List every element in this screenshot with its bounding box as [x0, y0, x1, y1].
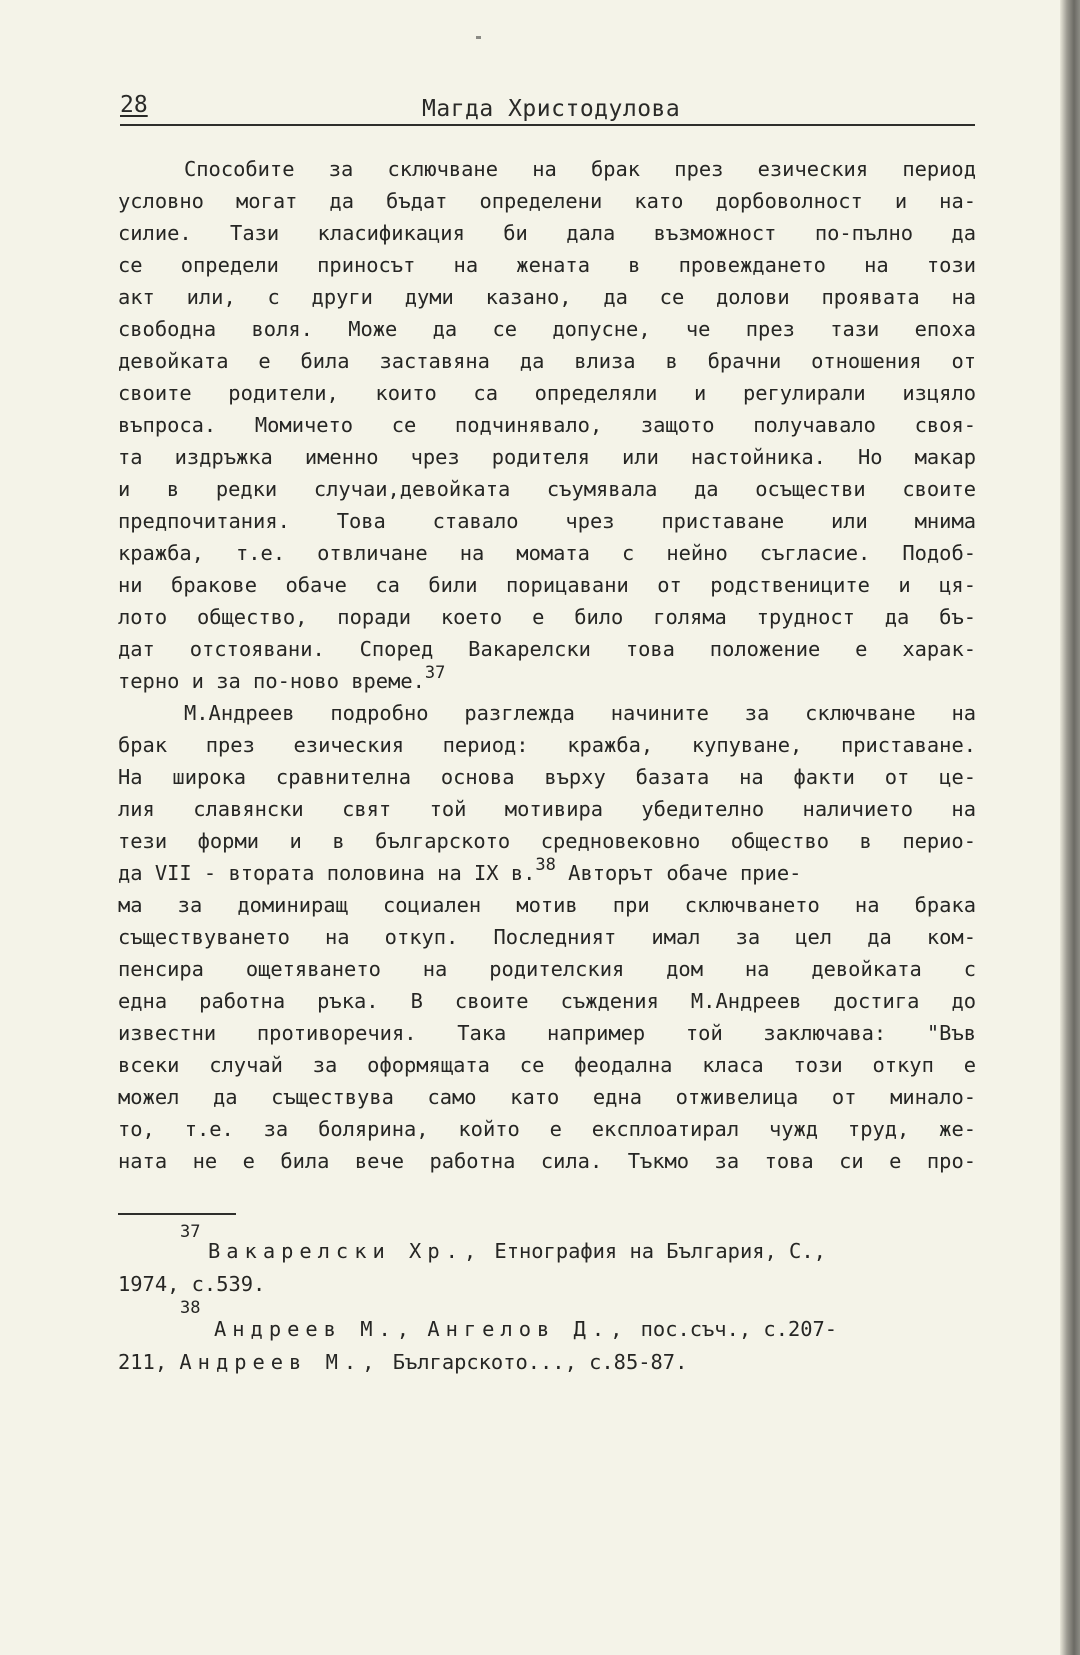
text-line-with-footnote [118, 665, 976, 697]
text-line: въпроса. Момичето се подчинявало, защото получавало своя- [118, 413, 976, 437]
footnote-separator [118, 1213, 236, 1215]
text-line: една работна ръка. В своите съждения М.Андреев достига до [118, 989, 976, 1013]
footnote-author: Ангелов Д., [427, 1317, 629, 1341]
text-line: дат отстоявани. Според Вакарелски това положение е харак- [118, 637, 976, 661]
text-line-segment: да VII - втората половина на IX в. [118, 861, 536, 885]
page-header [120, 92, 975, 122]
body-text [118, 153, 976, 1177]
header-rule [120, 124, 975, 126]
text-line: предпочитания. Това ставало чрез приставане или мнима [118, 509, 976, 533]
text-line-segment: терно и за по-ново време. [118, 669, 425, 693]
text-line: то, т.е. за болярина, който е експлоатирал чужд труд, же- [118, 1117, 976, 1141]
footnote-text: Етнография на България, С., [482, 1239, 826, 1263]
text-line: М.Андреев подробно разглежда начините за сключване на [184, 701, 976, 725]
text-line-segment: Авторът обаче прие- [555, 861, 802, 885]
scan-artifact-mark [476, 36, 481, 39]
text-line: свободна воля. Може да се допусне, че през тази епоха [118, 317, 976, 341]
text-line: та издръжка именно чрез родителя или настойника. Но макар [118, 445, 976, 469]
footnote-37-line-2: 1974, с.539. [118, 1272, 266, 1296]
footnote-author: Вакарелски Хр., [208, 1239, 483, 1263]
footnote-reference-38: 38 [535, 855, 556, 875]
text-line: можел да съществува само като една отживелица от минало- [118, 1085, 976, 1109]
text-line: лото общество, поради което е било голяма трудност да бъ- [118, 605, 976, 629]
footnote-text: 211, [118, 1350, 180, 1374]
text-line: лия славянски свят той мотивира убедително наличието на [118, 797, 976, 821]
text-line: пенсира ощетяването на родителския дом на девойката с [118, 957, 976, 981]
text-line: се определи приносът на жената в провеждането на този [118, 253, 976, 277]
footnote-38-line-1 [214, 1317, 837, 1341]
footnote-marker-37: 37 [180, 1222, 201, 1242]
text-line: На широка сравнителна основа върху базата на факти от це- [118, 765, 976, 789]
text-line: известни противоречия. Така например той заключава: "Във [118, 1021, 976, 1045]
text-line-with-footnote [118, 857, 976, 889]
text-line: съществуването на откуп. Последният имал за цел да ком- [118, 925, 976, 949]
text-line: всеки случай за оформящата се феодална класа този откуп е [118, 1053, 976, 1077]
text-line: условно могат да бъдат определени като дорбоволност и на- [118, 189, 976, 213]
running-title: Магда Христодулова [422, 96, 681, 122]
footnote-text: пос.съч., с.207- [628, 1317, 838, 1341]
text-line: ни бракове обаче са били порицавани от родствениците и ця- [118, 573, 976, 597]
footnote-author: Андреев М., [179, 1350, 381, 1374]
text-line: силие. Тази класификация би дала възможност по-пълно да [118, 221, 976, 245]
text-line: брак през езическия период: кражба, купуване, приставане. [118, 733, 976, 757]
book-binding-edge [1060, 0, 1080, 1655]
footnote-marker-38: 38 [180, 1298, 201, 1318]
footnote-text: Българското..., с.85-87. [380, 1350, 688, 1374]
text-line: и в редки случаи,девойката съумявала да осъществи своите [118, 477, 976, 501]
footnote-author: Андреев М., [214, 1317, 416, 1341]
text-line: ма за доминиращ социален мотив при сключването на брака [118, 893, 976, 917]
text-line: Способите за сключване на брак през езическия период [184, 157, 976, 181]
footnote-38-line-2 [118, 1350, 687, 1374]
text-line: ната не е била вече работна сила. Тъкмо за това си е про- [118, 1149, 976, 1173]
footnote-reference-37: 37 [424, 663, 446, 683]
footnote-37-line-1 [208, 1239, 826, 1263]
text-line: акт или, с други думи казано, да се долови проявата на [118, 285, 976, 309]
text-line: тези форми и в българското средновековно общество в перио- [118, 829, 976, 853]
page-number: 28 [120, 92, 148, 118]
text-line: кражба, т.е. отвличане на момата с нейно съгласие. Подоб- [118, 541, 976, 565]
text-line: девойката е била заставяна да влиза в брачни отношения от [118, 349, 976, 373]
text-line: своите родители, които са определяли и регулирали изцяло [118, 381, 976, 405]
